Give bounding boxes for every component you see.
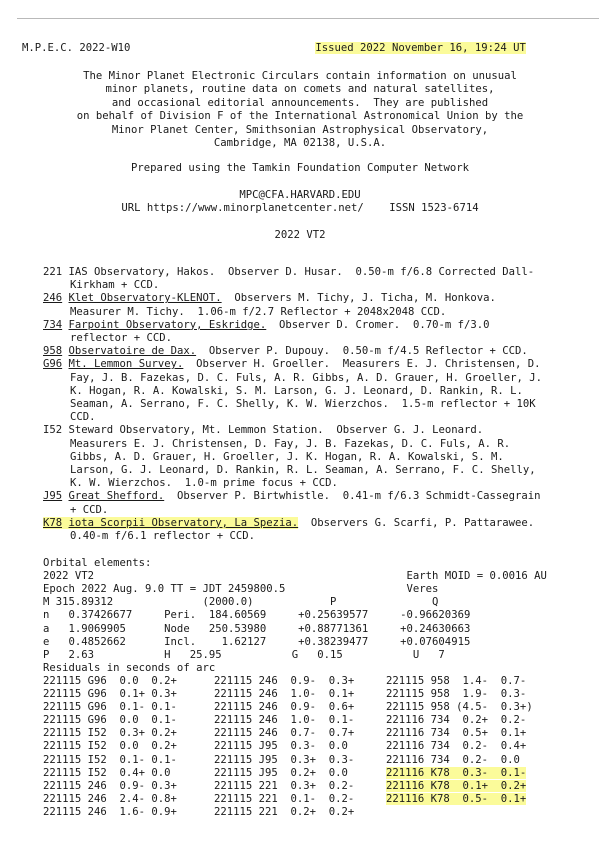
observatory-code[interactable]: 246	[43, 292, 63, 305]
observatory-details-cont: K. Hogan, R. A. Kowalski, S. M. Larson, G. J. Leonard, D. Rankin, R. L.	[70, 384, 523, 397]
residual-cell	[386, 793, 600, 806]
residual-value: 221116 734 0.2+ 0.2-	[386, 714, 527, 727]
residual-cell	[386, 740, 600, 753]
observatory-continuation	[70, 279, 600, 292]
observatory-continuation	[70, 438, 600, 451]
orbit-element: P 2.63 H 25.95 G 0.15 U 7	[43, 648, 445, 661]
orbit-element: a 1.9069905 Node 250.53980 +0.88771361 +0.24630663	[43, 622, 471, 635]
observatory-entry	[43, 292, 600, 305]
orbit-line	[43, 623, 600, 636]
observatory-continuation	[70, 504, 600, 517]
observatory-details-cont: Measurer M. Tichy. 1.06-m f/2.7 Reflector + 2048x2048 CCD.	[70, 305, 447, 318]
designation-line	[0, 229, 600, 242]
observatory-details-cont: Measurers E. J. Christensen, D. Fay, J. B. Fazekas, D. C. Fuls, A. R.	[70, 437, 511, 450]
orbit-element: n 0.37426677 Peri. 184.60569 +0.25639577 -0.96620369	[43, 609, 471, 622]
top-rule	[17, 18, 599, 19]
observatory-details: Observer H. Groeller. Measurers E. J. Christensen, D.	[183, 358, 541, 371]
residual-value: 221116 734 0.5+ 0.1+	[386, 727, 527, 740]
orbit-line	[43, 649, 600, 662]
observatory-details-cont: Kirkham + CCD.	[70, 279, 160, 292]
intro-text: The Minor Planet Electronic Circulars contain information on unusual	[83, 70, 517, 82]
intro-line	[0, 83, 600, 96]
orbit-line	[43, 609, 600, 622]
residual-value: 221115 246 0.9- 0.3+	[214, 674, 355, 687]
orbit-line	[43, 596, 600, 609]
issued-date: Issued 2022 November 16, 19:24 UT	[315, 42, 526, 54]
observatory-entry	[43, 319, 600, 332]
observatory-continuation	[70, 464, 600, 477]
orbit-heading	[43, 557, 600, 570]
residual-value: 221115 I52 0.4+ 0.0	[43, 766, 171, 779]
residual-value: 221116 734 0.2- 0.4+	[386, 740, 527, 753]
residual-value: 221115 G96 0.1- 0.1-	[43, 701, 177, 714]
observatory-name-link: Steward Observatory, Mt. Lemmon Station.	[68, 424, 324, 437]
observatory-entry	[43, 345, 600, 358]
residual-value: 221115 246 0.9- 0.3+	[43, 779, 177, 792]
residual-value: 221115 958 (4.5- 0.3+)	[386, 701, 533, 714]
observatory-details: Observer P. Dupouy. 0.50-m f/4.5 Reflector + CCD.	[196, 345, 528, 358]
observatory-continuation	[70, 306, 600, 319]
residual-value: 221115 958 1.9- 0.3-	[386, 688, 527, 700]
residual-cell	[386, 754, 600, 767]
residual-value: 221115 221 0.1- 0.2-	[214, 792, 355, 805]
residual-value: 221116 734 0.2- 0.0	[386, 753, 520, 766]
email-line	[0, 189, 600, 202]
observatory-name-link[interactable]: iota Scorpii Observatory, La Spezia.	[68, 516, 299, 529]
orbit-element: Epoch 2022 Aug. 9.0 TT = JDT 2459800.5 Veres	[43, 583, 439, 596]
observatory-name-link[interactable]: Observatoire de Dax.	[68, 345, 197, 358]
residual-value: 221115 I52 0.3+ 0.2+	[43, 727, 177, 740]
observatory-details-cont: K. W. Wierzchos. 1.0-m prime focus + CCD.	[70, 477, 338, 490]
observatory-code: 221	[43, 266, 63, 278]
observatory-name-link[interactable]: Mt. Lemmon Survey.	[68, 358, 184, 371]
residual-cell	[386, 714, 600, 727]
observatory-continuation	[70, 385, 600, 398]
intro-text: Minor Planet Center, Smithsonian Astrophysical Observatory,	[111, 123, 489, 136]
residual-value: 221115 246 0.7- 0.7+	[214, 727, 355, 740]
residual-value: 221115 I52 0.1- 0.1-	[43, 753, 177, 766]
orbit-line	[43, 583, 600, 596]
observatory-details-cont: Larson, G. J. Leonard, D. Rankin, R. L. Seaman, A. Serrano, F. C. Shelly,	[70, 464, 536, 476]
residuals-heading	[43, 662, 600, 675]
residual-value: 221115 G96 0.1+ 0.3+	[43, 688, 177, 700]
observatory-entry	[43, 424, 600, 437]
observatory-details: Observers G. Scarfi, P. Pattarawee.	[298, 516, 535, 529]
orbit-heading-text: Orbital elements:	[43, 557, 152, 569]
intro-text: Cambridge, MA 02138, U.S.A.	[213, 137, 387, 149]
spacer	[62, 517, 68, 529]
residual-value: 221115 246 1.6- 0.9+	[43, 805, 177, 818]
prepared-text: Prepared using the Tamkin Foundation Computer Network	[130, 162, 470, 174]
observatory-name-link[interactable]: Klet Observatory-KLENOT.	[68, 292, 222, 305]
residual-cell	[386, 701, 600, 714]
observatory-entry	[43, 358, 600, 371]
observatory-continuation	[70, 398, 600, 411]
intro-line	[0, 110, 600, 123]
observatory-name-link: IAS Observatory, Hakos.	[68, 266, 216, 278]
observatory-name-link[interactable]: Great Shefford.	[68, 490, 165, 503]
residual-cell	[386, 727, 600, 740]
observatory-details: Observer P. Birtwhistle. 0.41-m f/6.3 Schmidt-Cassegrain	[164, 490, 541, 503]
mpec-id: M.P.E.C. 2022-W10	[22, 42, 131, 54]
orbit-element: M 315.89312 (2000.0) P Q	[43, 596, 439, 609]
intro-line	[0, 70, 600, 83]
observatory-details: Observers M. Tichy, J. Ticha, M. Honkova.	[221, 292, 496, 305]
residual-value: 221115 G96 0.0 0.1-	[43, 714, 177, 727]
observatory-details: Observer G. J. Leonard.	[323, 424, 484, 437]
residual-value: 221116 K78 0.3- 0.1-	[386, 766, 527, 779]
intro-text: minor planets, routine data on comets and natural satellites,	[105, 83, 495, 96]
observatory-entry	[43, 266, 600, 279]
intro-line	[0, 97, 600, 110]
residual-value: 221115 958 1.4- 0.7-	[386, 674, 527, 687]
email-address: MPC@CFA.HARVARD.EDU	[239, 189, 361, 201]
residual-value: 221115 J95 0.3- 0.0	[214, 740, 348, 753]
observatory-name-link[interactable]: Farpoint Observatory, Eskridge.	[68, 318, 267, 331]
observatory-details-cont: CCD.	[70, 411, 96, 424]
residual-value: 221115 I52 0.0 0.2+	[43, 740, 177, 753]
residual-cell	[214, 806, 600, 819]
intro-line	[0, 137, 600, 150]
residual-cell	[386, 675, 600, 688]
orbit-element: 2022 VT2 Earth MOID = 0.0016 AU	[43, 570, 547, 583]
residual-value: 221115 J95 0.2+ 0.0	[214, 766, 348, 779]
residual-value: 221115 G96 0.0 0.2+	[43, 674, 177, 687]
observatory-continuation	[70, 451, 600, 464]
observatory-details: Observer D. Husar. 0.50-m f/6.8 Corrected Dall-	[215, 266, 535, 278]
orbit-line	[43, 636, 600, 649]
observatory-details-cont: Fay, J. B. Fazekas, D. C. Fuls, A. R. Gibbs, A. D. Grauer, H. Groeller, J.	[70, 371, 542, 384]
observatory-code[interactable]: 734	[43, 318, 63, 331]
url-line	[0, 202, 600, 215]
prepared-line	[0, 162, 600, 175]
observatory-continuation	[70, 477, 600, 490]
residual-value: 221115 246 1.0- 0.1-	[214, 714, 355, 727]
residual-value: 221115 246 2.4- 0.8+	[43, 792, 177, 805]
observatory-code[interactable]: K78	[43, 516, 63, 529]
residuals-heading-text: Residuals in seconds of arc	[43, 661, 216, 674]
residual-value: 221115 246 0.9- 0.6+	[214, 701, 355, 714]
residual-value: 221116 K78 0.5- 0.1+	[386, 792, 527, 805]
observatory-continuation	[70, 530, 600, 543]
observatory-code[interactable]: J95	[43, 490, 63, 503]
observatory-entry	[43, 490, 600, 503]
observatory-details-cont: reflector + CCD.	[70, 332, 173, 344]
url-issn: URL https://www.minorplanetcenter.net/ ISSN 1523-6714	[121, 202, 479, 214]
observatory-continuation	[70, 411, 600, 424]
observatory-entry	[43, 517, 600, 530]
observatory-details-cont: Gibbs, A. D. Grauer, H. Groeller, J. K. Hogan, R. A. Kowalski, S. M.	[70, 450, 504, 463]
residual-value: 221115 246 1.0- 0.1+	[214, 688, 355, 700]
residual-cell	[386, 767, 600, 780]
residual-value: 221115 221 0.2+ 0.2+	[214, 805, 355, 818]
observatory-details-cont: + CCD.	[70, 503, 109, 516]
intro-line	[0, 124, 600, 137]
residual-value: 221116 K78 0.1+ 0.2+	[386, 779, 527, 792]
observatory-code[interactable]: 958	[43, 345, 63, 358]
object-designation: 2022 VT2	[274, 229, 326, 241]
intro-text: and occasional editorial announcements. They are published	[111, 96, 489, 109]
observatory-details-cont: 0.40-m f/6.1 reflector + CCD.	[70, 530, 255, 542]
orbit-line	[43, 570, 600, 583]
observatory-continuation	[70, 332, 600, 345]
residual-cell	[386, 780, 600, 793]
residual-value: 221115 J95 0.3+ 0.3-	[214, 753, 355, 766]
residual-value: 221115 221 0.3+ 0.2-	[214, 779, 355, 792]
observatory-code[interactable]: G96	[43, 358, 63, 371]
observatory-details-cont: Seaman, A. Serrano, F. C. Shelly, K. W. Wierzchos. 1.5-m reflector + 10K	[70, 398, 536, 410]
observatory-details: Observer D. Cromer. 0.70-m f/3.0	[266, 318, 490, 331]
header-line	[22, 42, 600, 55]
intro-text: on behalf of Division F of the International Astronomical Union by the	[76, 110, 524, 123]
orbit-element: e 0.4852662 Incl. 1.62127 +0.38239477 +0.07604915	[43, 635, 471, 648]
residual-cell	[386, 688, 600, 701]
observatory-continuation	[70, 372, 600, 385]
observatory-code: I52	[43, 424, 63, 437]
